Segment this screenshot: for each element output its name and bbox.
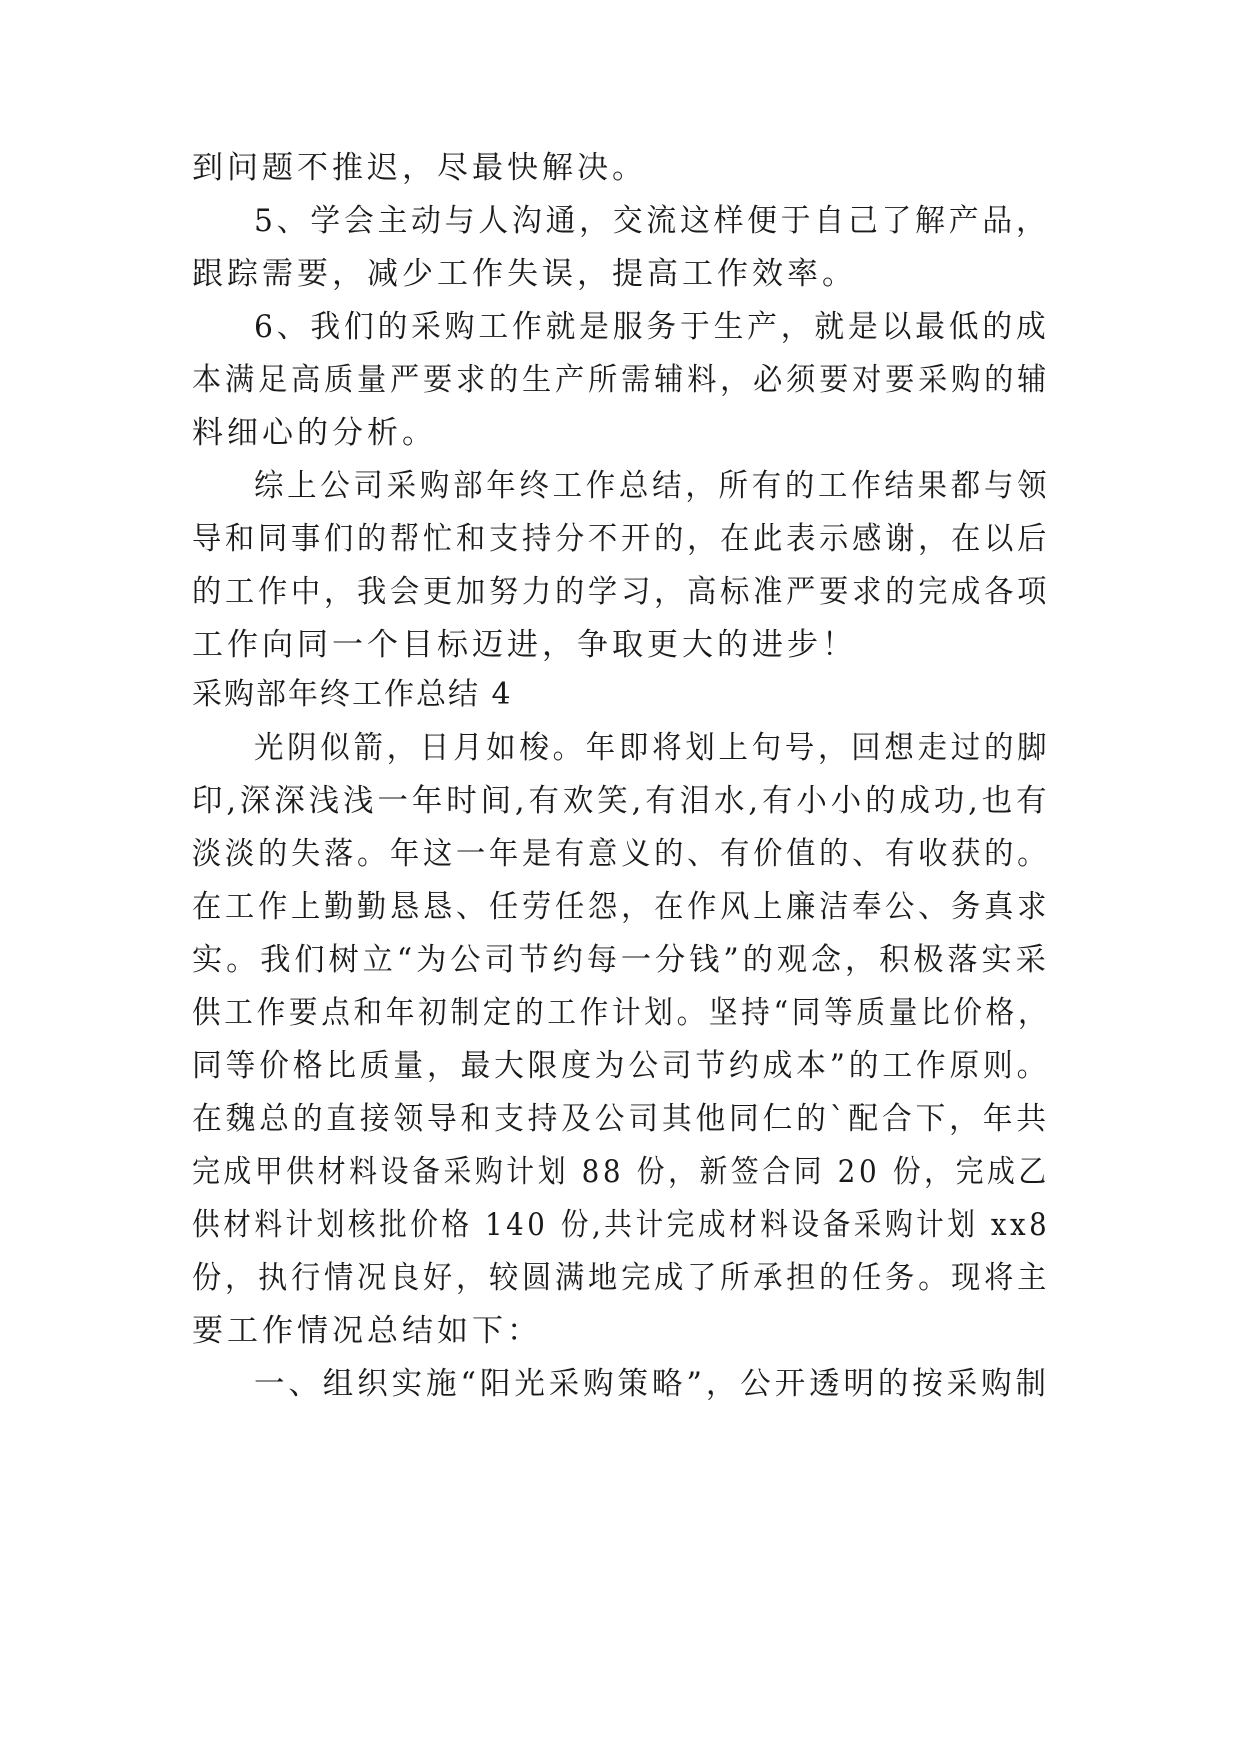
text-line: 到问题不推迟，尽最快解决。 [192, 150, 647, 186]
text-line: 实。我们树立“为公司节约每一分钱”的观念，积极落实采 [192, 942, 1050, 978]
section-heading: 采购部年终工作总结 4 [192, 677, 513, 712]
text-line: 同等价格比质量，最大限度为公司节约成本”的工作原则。 [192, 1048, 1051, 1084]
paragraph-start: 综上公司采购部年终工作总结，所有的工作结果都与领 [254, 468, 1051, 504]
text-line: 完成甲供材料设备采购计划 88 份，新签合同 20 份，完成乙 [192, 1154, 1050, 1190]
text-line: 工作向同一个目标迈进，争取更大的进步！ [192, 627, 857, 663]
text-line: 要工作情况总结如下： [192, 1313, 542, 1349]
text-line: 印,深深浅浅一年时间,有欢笑,有泪水,有小小的成功,也有 [192, 783, 1051, 819]
text-line: 料细心的分析。 [192, 415, 437, 451]
text-line: 导和同事们的帮忙和支持分不开的，在此表示感谢，在以后 [192, 521, 1051, 557]
text-line: 供材料计划核批价格 140 份,共计完成材料设备采购计划 xx8 [192, 1207, 1051, 1243]
text-line: 供工作要点和年初制定的工作计划。坚持“同等质量比价格， [192, 995, 1051, 1031]
text-line: 的工作中，我会更加努力的学习，高标准严要求的完成各项 [192, 574, 1051, 610]
text-line: 淡淡的失落。年这一年是有意义的、有价值的、有收获的。 [192, 836, 1051, 872]
text-line: 在魏总的直接领导和支持及公司其他同仁的`配合下，年共 [192, 1101, 1050, 1137]
text-line: 跟踪需要，减少工作失误，提高工作效率。 [192, 256, 857, 292]
text-line: 本满足高质量严要求的生产所需辅料，必须要对要采购的辅 [192, 362, 1051, 398]
paragraph-start: 一、组织实施“阳光采购策略”，公开透明的按采购制 [254, 1366, 1050, 1402]
text-line: 份，执行情况良好，较圆满地完成了所承担的任务。现将主 [192, 1260, 1051, 1296]
list-item-6: 6、我们的采购工作就是服务于生产，就是以最低的成 [254, 309, 1050, 345]
list-item-5: 5、学会主动与人沟通，交流这样便于自己了解产品， [254, 203, 1050, 239]
paragraph-start: 光阴似箭，日月如梭。年即将划上句号，回想走过的脚 [254, 730, 1051, 766]
text-line: 在工作上勤勤恳恳、任劳任怨，在作风上廉洁奉公、务真求 [192, 889, 1051, 925]
